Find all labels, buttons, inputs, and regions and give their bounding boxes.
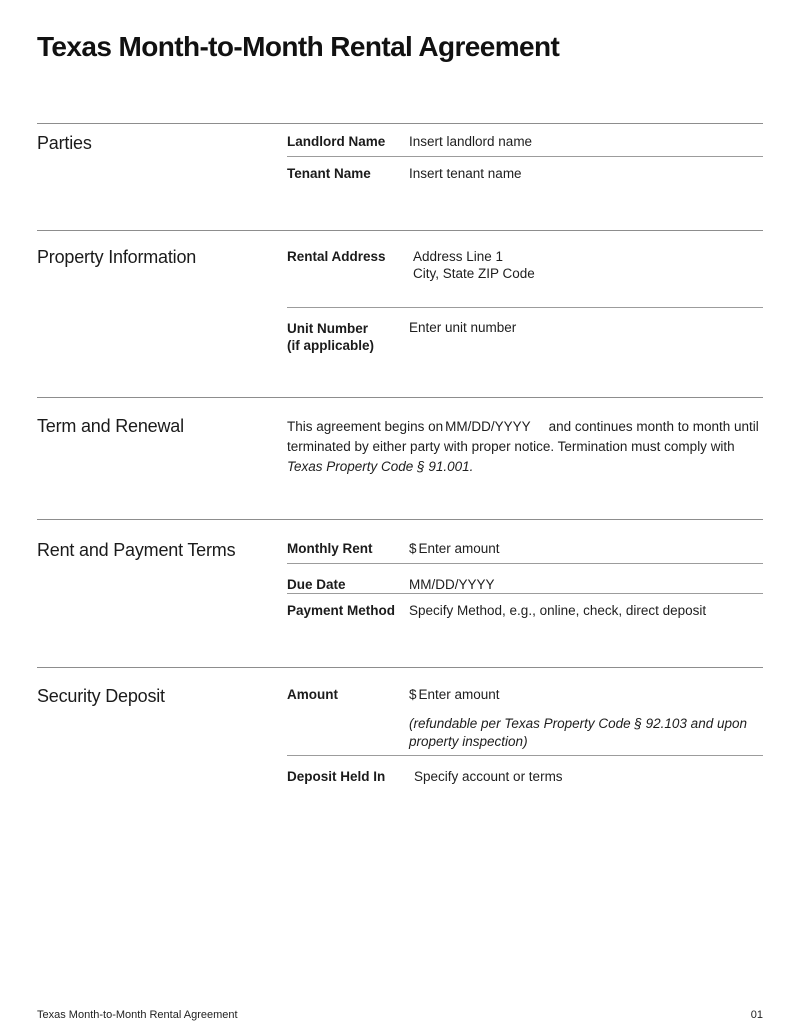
monthly-rent-placeholder[interactable]: Enter amount [418,541,500,556]
section-term-and-renewal [37,397,763,519]
field-row-payment-method [287,593,763,618]
section-body-rent-and-payment-terms [287,520,763,667]
field-row-monthly-rent [287,520,763,563]
section-heading-property-information: Property Information [37,247,197,267]
rental-address-label: Rental Address [287,249,386,264]
section-security-deposit [37,667,763,784]
section-rent-and-payment-terms [37,519,763,667]
section-parties [37,123,763,230]
deposit-refund-note [409,715,763,751]
page-footer [37,1009,763,1021]
currency-symbol: $ [409,541,417,556]
deposit-amount-placeholder[interactable]: Enter amount [418,687,500,702]
field-row-deposit-held-in [287,755,763,784]
field-row-due-date [287,563,763,593]
section-body-security-deposit [287,668,763,784]
address-line-2[interactable]: City, State ZIP Code [413,266,535,281]
section-heading-rent-and-payment-terms: Rent and Payment Terms [37,540,236,560]
landlord-name-label: Landlord Name [287,134,386,149]
deposit-refund-note-line-2: property inspection) [409,734,528,749]
field-row-tenant-name [287,156,763,181]
payment-method-field[interactable]: Specify Method, e.g., online, check, direct deposit [409,603,707,618]
section-body-term-and-renewal [287,398,763,519]
monthly-rent-label: Monthly Rent [287,541,373,556]
section-heading-parties: Parties [37,133,92,153]
due-date-field[interactable]: MM/DD/YYYY [409,577,495,592]
field-row-rental-address [287,231,763,307]
deposit-amount-value[interactable] [409,687,763,702]
agreement-start-date-field[interactable]: MM/DD/YYYY [445,419,531,434]
tenant-name-label: Tenant Name [287,166,371,181]
monthly-rent-field[interactable] [409,541,763,556]
unit-number-label-line-2: (if applicable) [287,338,375,353]
deposit-amount-label: Amount [287,687,338,702]
unit-number-label [287,320,409,354]
section-body-property-information [287,231,763,397]
section-heading-term-and-renewal: Term and Renewal [37,416,184,436]
due-date-label: Due Date [287,577,346,592]
rental-address-field[interactable] [409,248,763,282]
deposit-held-in-field[interactable]: Specify account or terms [414,769,563,784]
section-body-parties [287,124,763,230]
tenant-name-field[interactable]: Insert tenant name [409,166,522,181]
payment-method-label: Payment Method [287,603,396,618]
field-row-landlord-name [287,124,763,156]
term-text-after-date: and continues month to month until [548,419,759,434]
term-statute-reference: Texas Property Code § 91.001. [287,459,474,474]
term-paragraph [287,398,763,477]
section-property-information [37,230,763,397]
unit-number-field[interactable]: Enter unit number [409,320,517,335]
deposit-held-in-label: Deposit Held In [287,769,386,784]
currency-symbol: $ [409,687,417,702]
address-line-1[interactable]: Address Line 1 [413,249,504,264]
field-row-unit-number [287,307,763,354]
footer-document-title: Texas Month-to-Month Rental Agreement [37,1009,238,1021]
deposit-refund-note-line-1: (refundable per Texas Property Code § 92.103 and upon [409,716,747,731]
landlord-name-field[interactable]: Insert landlord name [409,134,533,149]
deposit-amount-field[interactable] [409,687,763,751]
field-row-deposit-amount [287,668,763,755]
term-text-before-date: This agreement begins on [287,419,444,434]
page-title: Texas Month-to-Month Rental Agreement [37,31,560,62]
footer-page-number: 01 [750,1009,763,1021]
term-paragraph-line-2: terminated by either party with proper notice. Termination must comply with [287,439,735,454]
unit-number-label-line-1: Unit Number [287,321,368,336]
term-paragraph-line-1 [287,417,763,437]
section-heading-security-deposit: Security Deposit [37,686,165,706]
